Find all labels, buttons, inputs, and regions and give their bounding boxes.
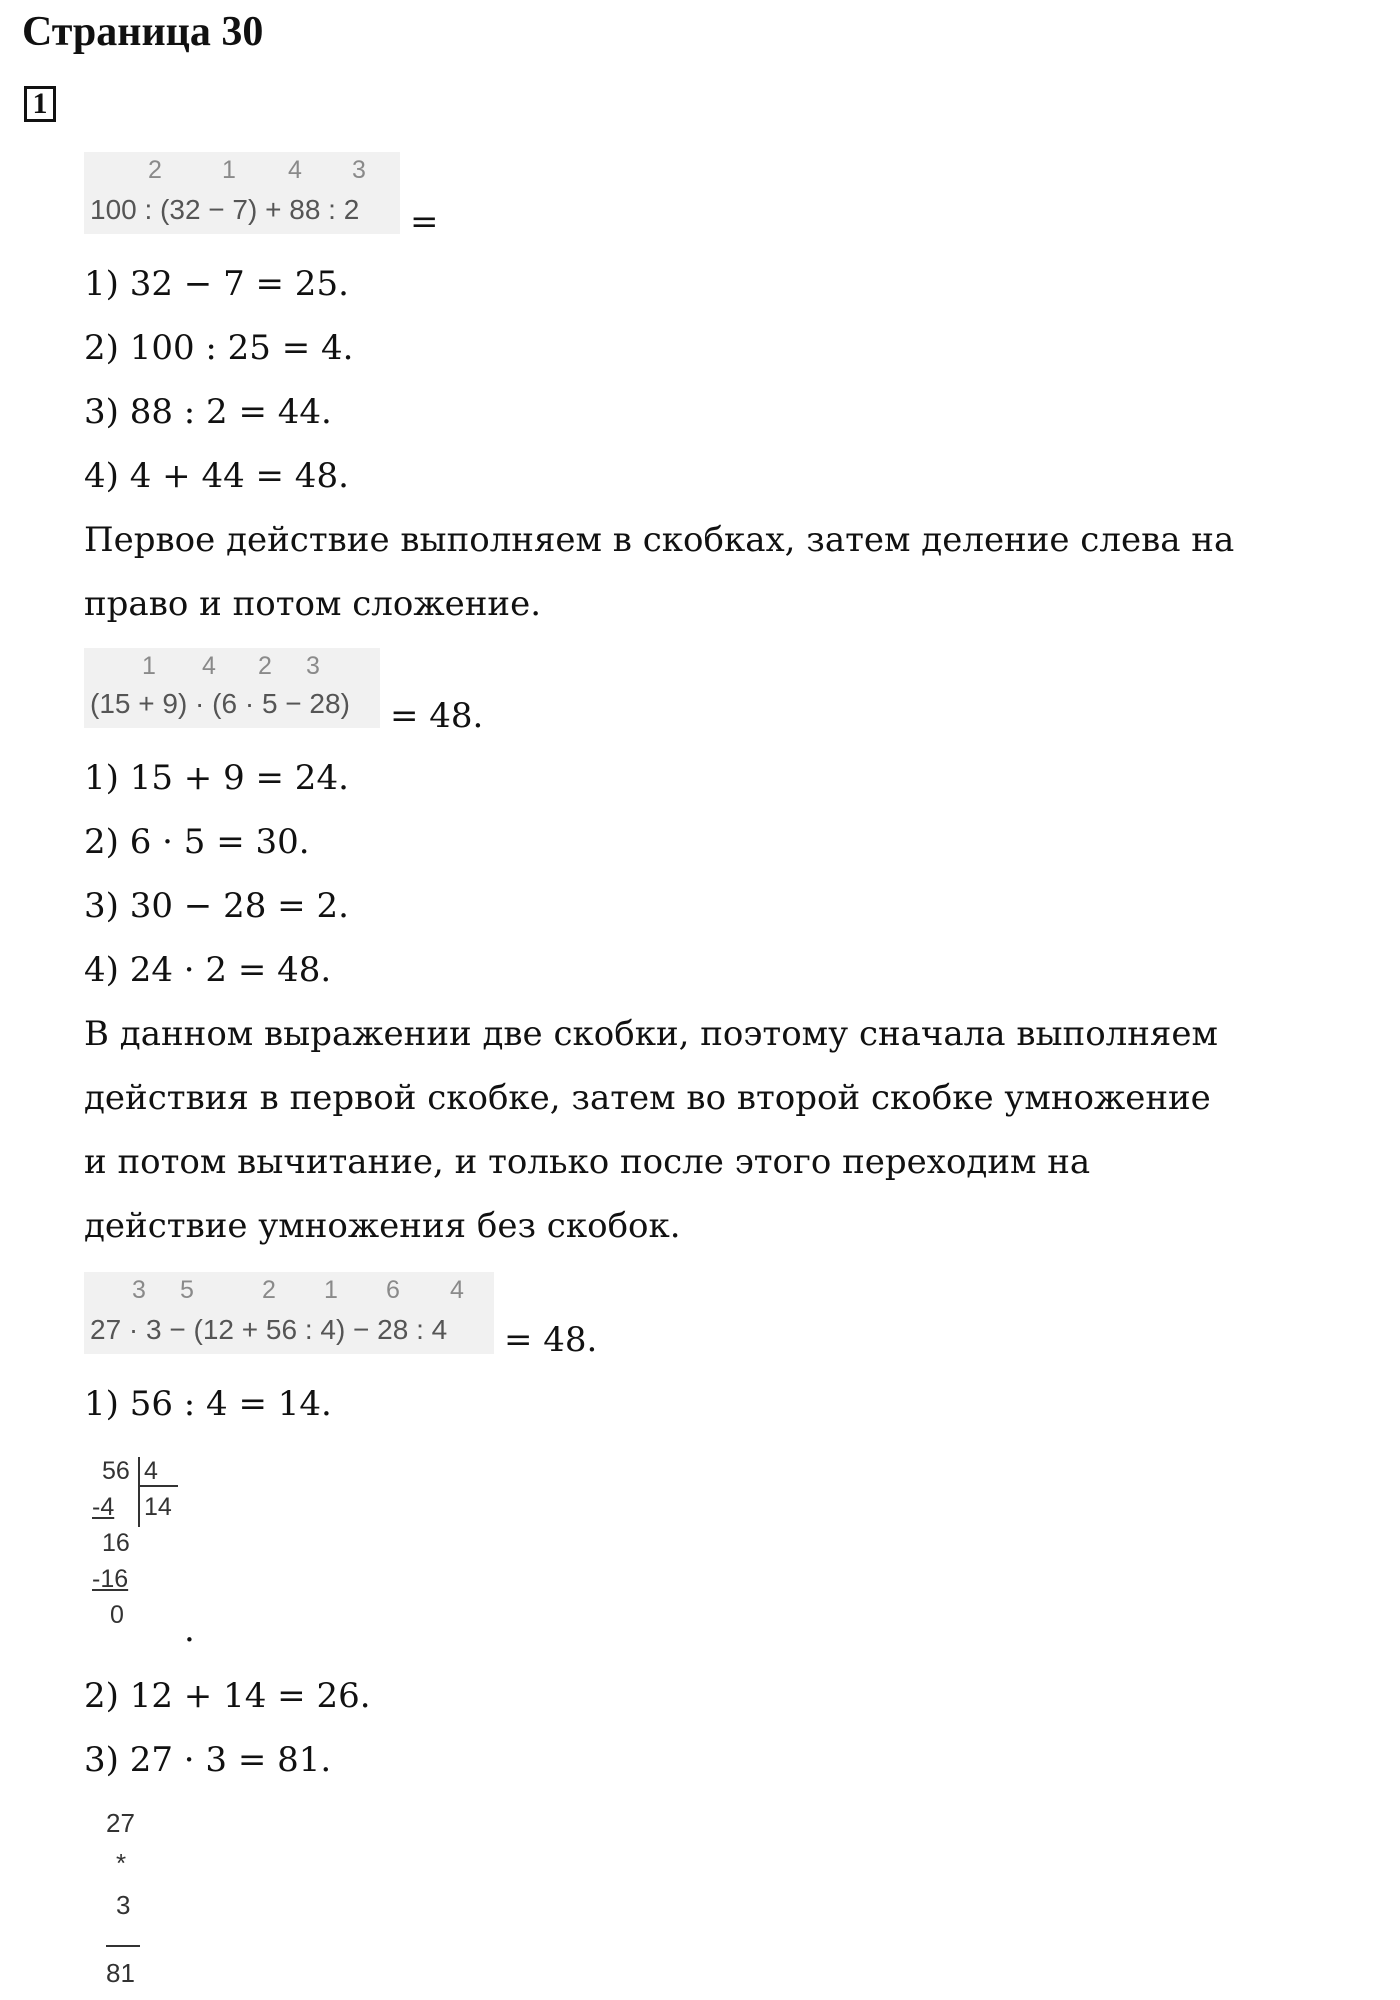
order-number: 1 (142, 652, 156, 680)
expression-1-image (84, 152, 400, 234)
multiplication-bar (106, 1945, 140, 1947)
step-line: 4) 4 + 44 = 48. (84, 456, 349, 496)
expression-1-text: 100 : (32 − 7) + 88 : 2 (90, 194, 360, 225)
expression-2-image (84, 648, 380, 728)
division-subtract-1: -4 (92, 1493, 115, 1521)
division-trailing-dot: . (184, 1610, 195, 1650)
division-dividend: 56 (102, 1457, 130, 1485)
order-number: 5 (180, 1276, 194, 1304)
step-line: 2) 100 : 25 = 4. (84, 328, 354, 368)
expression-1-equals: = (410, 202, 439, 242)
step-line: 3) 30 − 28 = 2. (84, 886, 349, 926)
division-result: 0 (110, 1601, 124, 1629)
step-line: 1) 15 + 9 = 24. (84, 758, 349, 798)
order-number: 4 (288, 156, 302, 184)
step-line: 1) 56 : 4 = 14. (84, 1384, 332, 1424)
step-line: 4) 24 · 2 = 48. (84, 950, 332, 990)
multiplication-top: 27 (106, 1808, 135, 1838)
order-number: 3 (132, 1276, 146, 1304)
explanation-line: право и потом сложение. (84, 584, 542, 624)
order-number: 2 (262, 1276, 276, 1304)
order-number: 4 (202, 652, 216, 680)
step-line: 2) 6 · 5 = 30. (84, 822, 310, 862)
division-subtract-2: -16 (92, 1565, 129, 1593)
expression-2-text: (15 + 9) · (6 · 5 − 28) (90, 688, 350, 719)
division-remainder-1: 16 (102, 1529, 130, 1557)
step-line: 1) 32 − 7 = 25. (84, 264, 349, 304)
order-number: 1 (222, 156, 236, 184)
expression-3-text: 27 · 3 − (12 + 56 : 4) − 28 : 4 (90, 1314, 448, 1345)
explanation-line: действие умножения без скобок. (84, 1206, 681, 1246)
division-horizontal-bar (138, 1485, 178, 1487)
expression-3-result: = 48. (504, 1320, 598, 1360)
step-line: 3) 27 · 3 = 81. (84, 1740, 332, 1780)
step-line: 2) 12 + 14 = 26. (84, 1676, 371, 1716)
order-number: 4 (450, 1276, 464, 1304)
page-title: Страница 30 (22, 9, 264, 55)
step-line: 3) 88 : 2 = 44. (84, 392, 332, 432)
division-divisor: 4 (144, 1457, 158, 1485)
column-multiplication (106, 1808, 186, 1998)
order-number: 2 (148, 156, 162, 184)
order-number: 6 (386, 1276, 400, 1304)
explanation-line: В данном выражении две скобки, поэтому сначала выполняем (84, 1014, 1218, 1054)
expression-2-result: = 48. (390, 696, 484, 736)
order-number: 2 (258, 652, 272, 680)
division-quotient: 14 (144, 1493, 172, 1521)
explanation-line: действия в первой скобке, затем во второй скобке умножение (84, 1078, 1211, 1118)
explanation-line: Первое действие выполняем в скобках, затем деление слева на (84, 520, 1235, 560)
task-number-box: 1 (24, 86, 56, 122)
long-division (88, 1455, 228, 1635)
expression-3-image (84, 1272, 494, 1354)
multiplication-bottom: 3 (116, 1890, 131, 1920)
multiplication-operator: * (116, 1848, 127, 1878)
division-vertical-bar (138, 1457, 140, 1527)
order-number: 1 (324, 1276, 338, 1304)
order-number: 3 (306, 652, 320, 680)
order-number: 3 (352, 156, 366, 184)
explanation-line: и потом вычитание, и только после этого переходим на (84, 1142, 1091, 1182)
multiplication-result: 81 (106, 1958, 135, 1988)
